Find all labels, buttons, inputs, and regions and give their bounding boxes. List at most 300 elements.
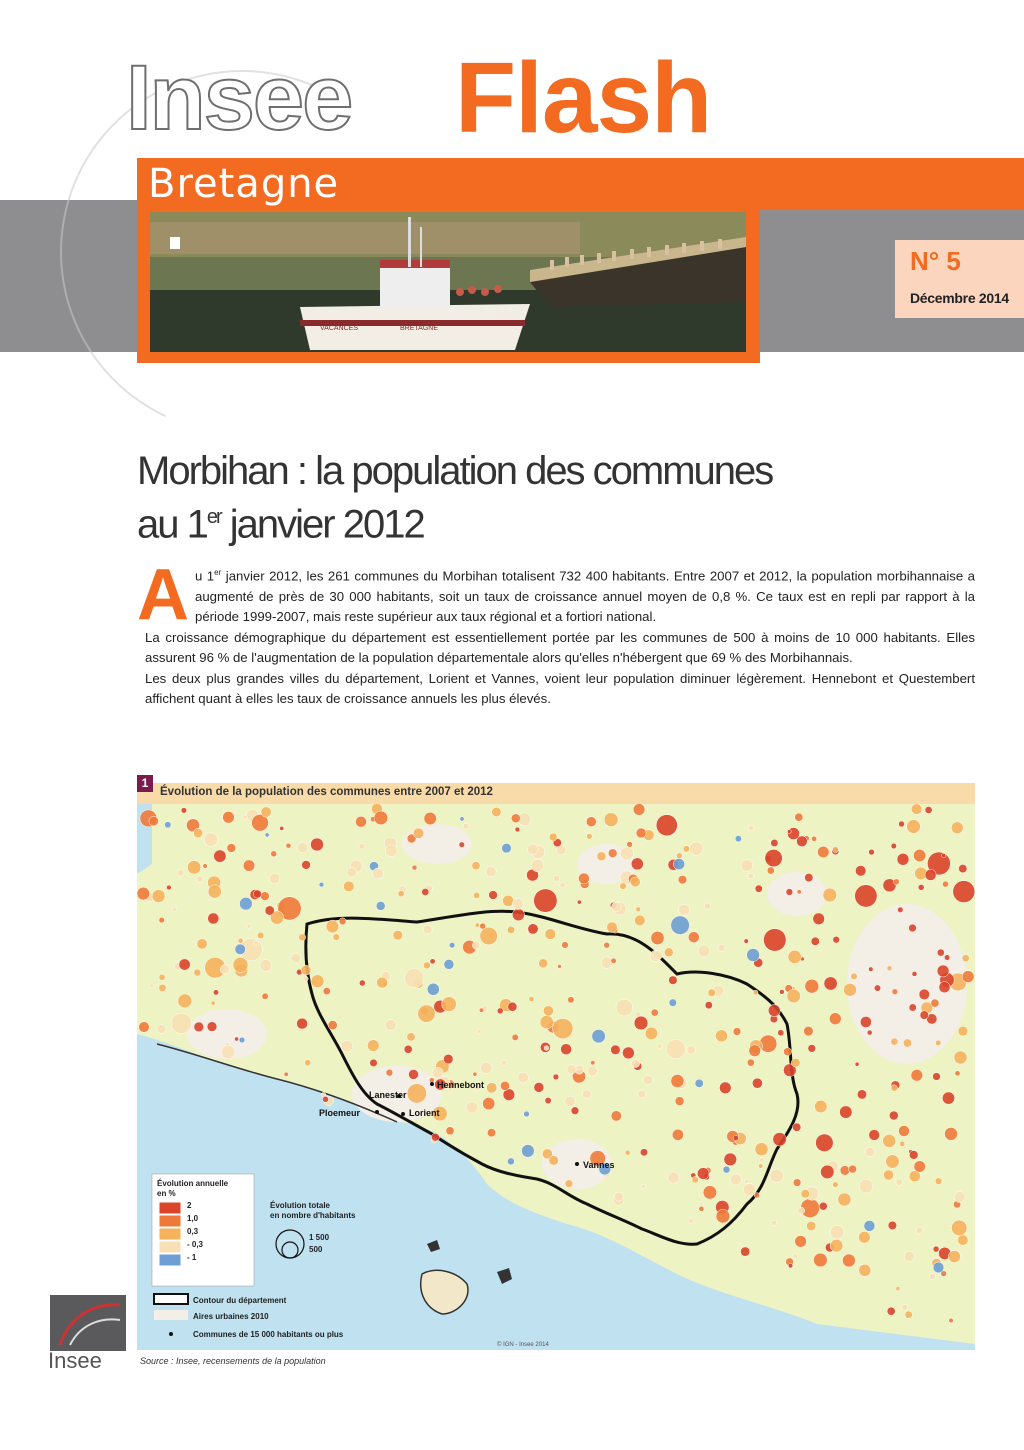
commune-dot: [302, 861, 311, 870]
commune-dot: [239, 1037, 245, 1043]
commune-dot: [472, 941, 480, 949]
boat-name-1: VACANCES: [320, 325, 358, 332]
commune-dot: [524, 1111, 530, 1117]
commune-dot: [962, 955, 969, 962]
commune-dot: [323, 1096, 329, 1102]
commune-dot: [194, 969, 201, 976]
commune-dot: [764, 929, 787, 952]
commune-dot: [749, 1045, 761, 1057]
commune-dot: [449, 942, 455, 948]
commune-dot: [631, 858, 643, 870]
legend-contour-swatch: [154, 1294, 188, 1304]
legend-urban-swatch: [154, 1310, 188, 1320]
commune-dot: [749, 825, 754, 830]
commune-dot: [194, 1022, 204, 1032]
city-lorient: Lorient: [409, 1108, 440, 1118]
commune-dot: [719, 1082, 731, 1094]
commune-dot: [653, 951, 662, 960]
commune-dot: [813, 913, 825, 925]
commune-dot: [784, 1048, 792, 1056]
population-map: [137, 804, 975, 1350]
commune-dot: [159, 984, 166, 991]
header-photo-boat: [150, 212, 746, 352]
commune-dot: [611, 958, 616, 963]
commune-dot: [688, 1218, 693, 1223]
commune-dot: [404, 1045, 412, 1053]
commune-dot: [568, 997, 574, 1003]
commune-dot: [261, 807, 271, 817]
commune-dot: [708, 989, 716, 997]
legend-size-1500: 1 500: [309, 1233, 330, 1242]
commune-dot: [407, 1033, 415, 1041]
commune-dot: [669, 976, 678, 985]
commune-dot: [507, 1158, 514, 1165]
commune-dot: [887, 1307, 895, 1315]
commune-dot: [280, 826, 284, 830]
commune-dot: [815, 1100, 828, 1113]
commune-dot: [673, 858, 684, 869]
commune-dot: [939, 982, 950, 993]
commune-dot: [687, 1046, 695, 1054]
commune-dot: [159, 917, 165, 923]
commune-dot: [522, 1145, 535, 1158]
commune-dot: [502, 843, 512, 853]
commune-dot: [508, 1002, 517, 1011]
commune-dot: [897, 853, 909, 865]
commune-dot: [632, 1059, 640, 1067]
commune-dot: [905, 1311, 912, 1318]
commune-dot: [376, 901, 385, 910]
commune-dot: [238, 938, 243, 943]
commune-dot: [257, 932, 264, 939]
commune-dot: [431, 1133, 439, 1141]
commune-dot: [297, 842, 308, 853]
commune-dot: [221, 1045, 235, 1059]
commune-dot: [459, 842, 465, 848]
commune-dot: [943, 881, 949, 887]
commune-dot: [851, 973, 858, 980]
commune-dot: [795, 1236, 807, 1248]
commune-dot: [671, 916, 690, 935]
legend-class-swatch: [159, 1202, 181, 1214]
commune-dot: [657, 1044, 662, 1049]
commune-dot: [303, 976, 308, 981]
commune-dot: [651, 1009, 658, 1016]
commune-dot: [356, 816, 367, 827]
commune-dot: [951, 1220, 967, 1236]
title-line-2: au 1er janvier 2012: [137, 502, 424, 547]
commune-dot: [207, 1022, 217, 1032]
figure-number: 1: [137, 775, 153, 792]
commune-dot: [432, 1067, 443, 1078]
commune-dot: [840, 1106, 853, 1119]
commune-dot: [699, 1206, 704, 1211]
legend-contour-label: Contour du département: [193, 1296, 287, 1305]
commune-dot: [260, 960, 272, 972]
commune-dot: [944, 955, 950, 961]
insee-logo-mark: [50, 1295, 126, 1351]
commune-dot: [339, 918, 346, 925]
commune-dot: [518, 1072, 529, 1083]
commune-dot: [422, 888, 429, 895]
commune-dot: [370, 1059, 378, 1067]
commune-dot: [374, 811, 388, 825]
commune-dot: [925, 869, 936, 880]
commune-dot: [859, 1264, 871, 1276]
commune-dot: [896, 1287, 900, 1291]
commune-dot: [240, 897, 253, 910]
commune-dot: [373, 868, 384, 879]
commune-dot: [860, 1016, 871, 1027]
commune-dot: [899, 821, 905, 827]
commune-dot: [529, 996, 534, 1001]
commune-dot: [677, 853, 683, 859]
commune-dot: [531, 859, 543, 871]
commune-dot: [842, 1254, 855, 1267]
commune-dot: [869, 967, 874, 972]
commune-dot: [286, 843, 291, 848]
commune-dot: [907, 820, 921, 834]
commune-dot: [561, 1044, 572, 1055]
commune-dot: [819, 1202, 827, 1210]
commune-dot: [955, 1071, 960, 1076]
commune-dot: [544, 1046, 549, 1051]
boat-name-2: BRETAGNE: [400, 325, 438, 332]
legend-annual-title-1: Évolution annuelle: [157, 1179, 229, 1188]
commune-dot: [616, 999, 633, 1016]
commune-dot: [328, 1021, 337, 1030]
commune-dot: [666, 1039, 685, 1058]
commune-dot: [627, 842, 633, 848]
commune-dot: [377, 977, 388, 988]
commune-dot: [591, 1061, 595, 1065]
commune-dot: [765, 849, 782, 866]
commune-dot: [463, 823, 469, 829]
commune-dot: [341, 1040, 353, 1052]
commune-dot: [954, 1051, 967, 1064]
commune-dot: [735, 836, 741, 842]
commune-dot: [704, 903, 710, 909]
commune-dot: [604, 942, 610, 948]
commune-dot: [553, 875, 559, 881]
commune-dot: [534, 1082, 544, 1092]
commune-dot: [311, 838, 324, 851]
commune-dot: [958, 1235, 968, 1245]
commune-dot: [949, 1318, 954, 1323]
commune-dot: [638, 1090, 646, 1098]
commune-dot: [611, 1045, 621, 1055]
commune-dot: [887, 966, 892, 971]
commune-dot: [578, 873, 589, 884]
commune-dot: [793, 1123, 801, 1131]
commune-dot: [586, 817, 596, 827]
brand-insee: Insee: [126, 47, 352, 149]
commune-dot: [883, 1170, 893, 1180]
commune-dot: [864, 1220, 875, 1231]
commune-dot: [527, 844, 538, 855]
commune-dot: [326, 920, 339, 933]
commune-dot: [583, 1090, 592, 1099]
commune-dot: [688, 932, 699, 943]
commune-dot: [608, 849, 617, 858]
commune-dot: [909, 1151, 918, 1160]
commune-dot: [678, 875, 687, 884]
legend-class-swatch: [159, 1254, 181, 1266]
commune-dot: [692, 1177, 699, 1184]
commune-dot: [656, 815, 677, 836]
commune-dot: [480, 927, 498, 945]
commune-dot: [181, 808, 187, 814]
commune-dot: [754, 1193, 759, 1198]
commune-dot: [359, 843, 365, 849]
legend-class-label: - 0,3: [187, 1240, 204, 1249]
commune-dot: [545, 929, 556, 940]
commune-dot: [844, 983, 857, 996]
legend-size-500: 500: [309, 1245, 323, 1254]
commune-dot: [430, 959, 435, 964]
commune-dot: [833, 936, 840, 943]
commune-dot: [937, 965, 949, 977]
commune-dot: [630, 877, 640, 887]
title-line-1: Morbihan : la population des communes: [137, 449, 773, 493]
commune-dot: [243, 815, 247, 819]
commune-dot: [483, 1097, 495, 1109]
commune-dot: [543, 1006, 553, 1016]
commune-dot: [261, 892, 270, 901]
commune-dot: [689, 842, 703, 856]
commune-dot: [549, 1156, 559, 1166]
commune-dot: [489, 891, 498, 900]
commune-dot: [913, 849, 925, 861]
commune-dot: [545, 1097, 551, 1103]
commune-dot: [920, 1011, 929, 1020]
commune-dot: [753, 990, 758, 995]
commune-dot: [925, 806, 932, 813]
commune-dot: [333, 934, 340, 941]
commune-dot: [253, 941, 258, 946]
commune-dot: [811, 937, 819, 945]
commune-dot: [830, 1239, 843, 1252]
commune-dot: [587, 834, 593, 840]
commune-dot: [675, 1097, 684, 1106]
commune-dot: [787, 830, 791, 834]
commune-dot: [567, 1065, 576, 1074]
commune-dot: [393, 930, 403, 940]
commune-dot: [724, 1153, 737, 1166]
commune-dot: [398, 891, 404, 897]
commune-dot: [723, 1166, 730, 1173]
commune-dot: [889, 1111, 898, 1120]
commune-dot: [768, 1005, 780, 1017]
commune-dot: [933, 1262, 944, 1273]
commune-dot: [705, 1002, 712, 1009]
commune-dot: [824, 977, 837, 990]
commune-dot: [795, 813, 803, 821]
city-vannes: Vannes: [583, 1160, 615, 1170]
commune-dot: [899, 1126, 910, 1137]
commune-dot: [187, 861, 201, 875]
commune-dot: [916, 1227, 923, 1234]
commune-dot: [865, 1147, 874, 1156]
city-lanester: Lanester: [369, 1090, 407, 1100]
footer-logo-text: Insee: [48, 1348, 102, 1373]
commune-dot: [869, 849, 875, 855]
commune-dot: [959, 864, 967, 872]
commune-dot: [179, 959, 190, 970]
commune-dot: [891, 843, 897, 849]
commune-dot: [305, 1060, 311, 1066]
commune-dot: [855, 1062, 859, 1066]
commune-dot: [683, 846, 689, 852]
commune-dot: [385, 1020, 396, 1031]
commune-dot: [592, 1029, 606, 1043]
commune-dot: [760, 1158, 765, 1163]
legend-class-label: 2: [187, 1201, 192, 1210]
commune-dot: [953, 881, 975, 903]
commune-dot: [614, 1192, 623, 1201]
paragraph-3: Les deux plus grandes villes du département, Lorient et Vannes, voient leur population diminuer légèrement. Hennebont et Questembert affichent quant à elles les taux de croissance annuels les plus élevés.: [145, 670, 975, 707]
commune-dot: [859, 1179, 873, 1193]
commune-dot: [931, 999, 939, 1007]
commune-dot: [262, 993, 268, 999]
commune-dot: [423, 962, 430, 969]
figure-source: Source : Insee, recensements de la population: [140, 1356, 326, 1366]
commune-dot: [607, 922, 618, 933]
commune-dot: [962, 971, 974, 983]
commune-dot: [716, 1209, 730, 1223]
commune-dot: [424, 812, 437, 825]
commune-dot: [855, 885, 877, 907]
commune-dot: [423, 925, 432, 934]
commune-dot: [474, 892, 480, 898]
commune-dot: [604, 813, 618, 827]
commune-dot: [412, 865, 417, 870]
commune-dot: [177, 869, 184, 876]
commune-dot: [808, 1045, 816, 1053]
commune-dot: [171, 1013, 191, 1033]
legend-urban-label: Aires urbaines 2010: [193, 1312, 269, 1321]
commune-dot: [386, 1069, 393, 1076]
commune-dot: [487, 1083, 497, 1093]
commune-dot: [697, 1168, 709, 1180]
commune-dot: [771, 839, 778, 846]
commune-dot: [553, 1018, 573, 1038]
legend-class-swatch: [159, 1215, 181, 1227]
commune-dot: [755, 885, 762, 892]
commune-dot: [867, 1030, 872, 1035]
article-body: [137, 555, 975, 710]
commune-dot: [385, 845, 397, 857]
commune-dot: [612, 902, 622, 912]
commune-dot: [211, 1001, 215, 1005]
legend-class-label: - 1: [187, 1253, 197, 1262]
commune-dot: [265, 906, 274, 915]
commune-dot: [500, 1081, 509, 1090]
commune-dot: [344, 881, 355, 892]
commune-dot: [786, 889, 793, 896]
commune-dot: [814, 1253, 828, 1267]
commune-dot: [933, 1073, 941, 1081]
legend-total-title-1: Évolution totale: [270, 1201, 330, 1210]
legend-commune-dot: [169, 1332, 173, 1336]
commune-dot: [625, 1150, 630, 1155]
commune-dot: [194, 829, 203, 838]
commune-dot: [668, 1172, 679, 1183]
commune-dot: [497, 1008, 503, 1014]
paragraph-1: u 1er janvier 2012, les 261 communes du Morbihan totalisent 732 400 habitants. Entre 2007 et 2012, la population morbihannaise a augmenté de près de 30 000 habitants, soit un taux de croissance annuel moyen de 0,8 %. Ce taux est en repli par rapport à la période 1999-2007, mais reste supérieur aux taux régional et a fortiori national.: [195, 568, 975, 625]
commune-dot: [892, 989, 898, 995]
legend-class-label: 0,3: [187, 1227, 199, 1236]
commune-dot: [791, 1058, 800, 1067]
commune-dot: [909, 1004, 916, 1011]
commune-dot: [951, 822, 963, 834]
commune-dot: [857, 1090, 866, 1099]
commune-dot: [409, 1069, 419, 1079]
commune-dot: [635, 915, 646, 926]
commune-dot: [235, 1037, 239, 1041]
commune-dot: [919, 989, 930, 1000]
commune-dot: [204, 833, 218, 847]
legend-class-label: 1,0: [187, 1214, 199, 1223]
commune-dot: [223, 811, 235, 823]
commune-dot: [271, 851, 277, 857]
commune-dot: [935, 1040, 941, 1046]
issue-number: N° 5: [910, 246, 961, 276]
commune-dot: [565, 1096, 576, 1107]
article-title: [137, 448, 897, 547]
commune-dot: [159, 974, 165, 980]
commune-dot: [297, 1018, 308, 1029]
commune-dot: [893, 879, 899, 885]
commune-dot: [821, 1165, 835, 1179]
commune-dot: [958, 1026, 968, 1036]
commune-dot: [477, 1029, 481, 1033]
commune-dot: [752, 1078, 762, 1088]
commune-dot: [833, 1182, 839, 1188]
commune-dot: [859, 1231, 871, 1243]
commune-dot: [730, 1174, 741, 1185]
commune-dot: [874, 985, 880, 991]
commune-dot: [359, 980, 365, 986]
commune-dot: [265, 833, 269, 837]
commune-dot: [367, 1040, 379, 1052]
issue-date: Décembre 2014: [910, 290, 1009, 306]
commune-dot: [787, 989, 801, 1003]
commune-dot: [830, 1225, 844, 1239]
commune-dot: [718, 944, 725, 951]
commune-dot: [773, 1133, 787, 1147]
commune-dot: [935, 1178, 942, 1185]
commune-dot: [540, 1016, 553, 1029]
commune-dot: [620, 883, 627, 890]
commune-dot: [914, 1161, 926, 1173]
commune-dot: [883, 1134, 896, 1147]
commune-dot: [672, 1129, 683, 1140]
legend-total-title-2: en nombre d'habitants: [270, 1211, 356, 1220]
commune-dot: [918, 884, 924, 890]
commune-dot: [807, 1221, 816, 1230]
commune-dot: [797, 836, 808, 847]
commune-dot: [778, 1030, 784, 1036]
commune-dot: [805, 979, 819, 993]
commune-dot: [640, 1149, 647, 1156]
commune-dot: [933, 1246, 939, 1252]
map-copyright: © IGN - Insee 2014: [497, 1342, 549, 1348]
commune-dot: [745, 1179, 749, 1183]
commune-dot: [418, 1005, 435, 1022]
commune-dot: [549, 833, 557, 841]
commune-dot: [539, 959, 548, 968]
